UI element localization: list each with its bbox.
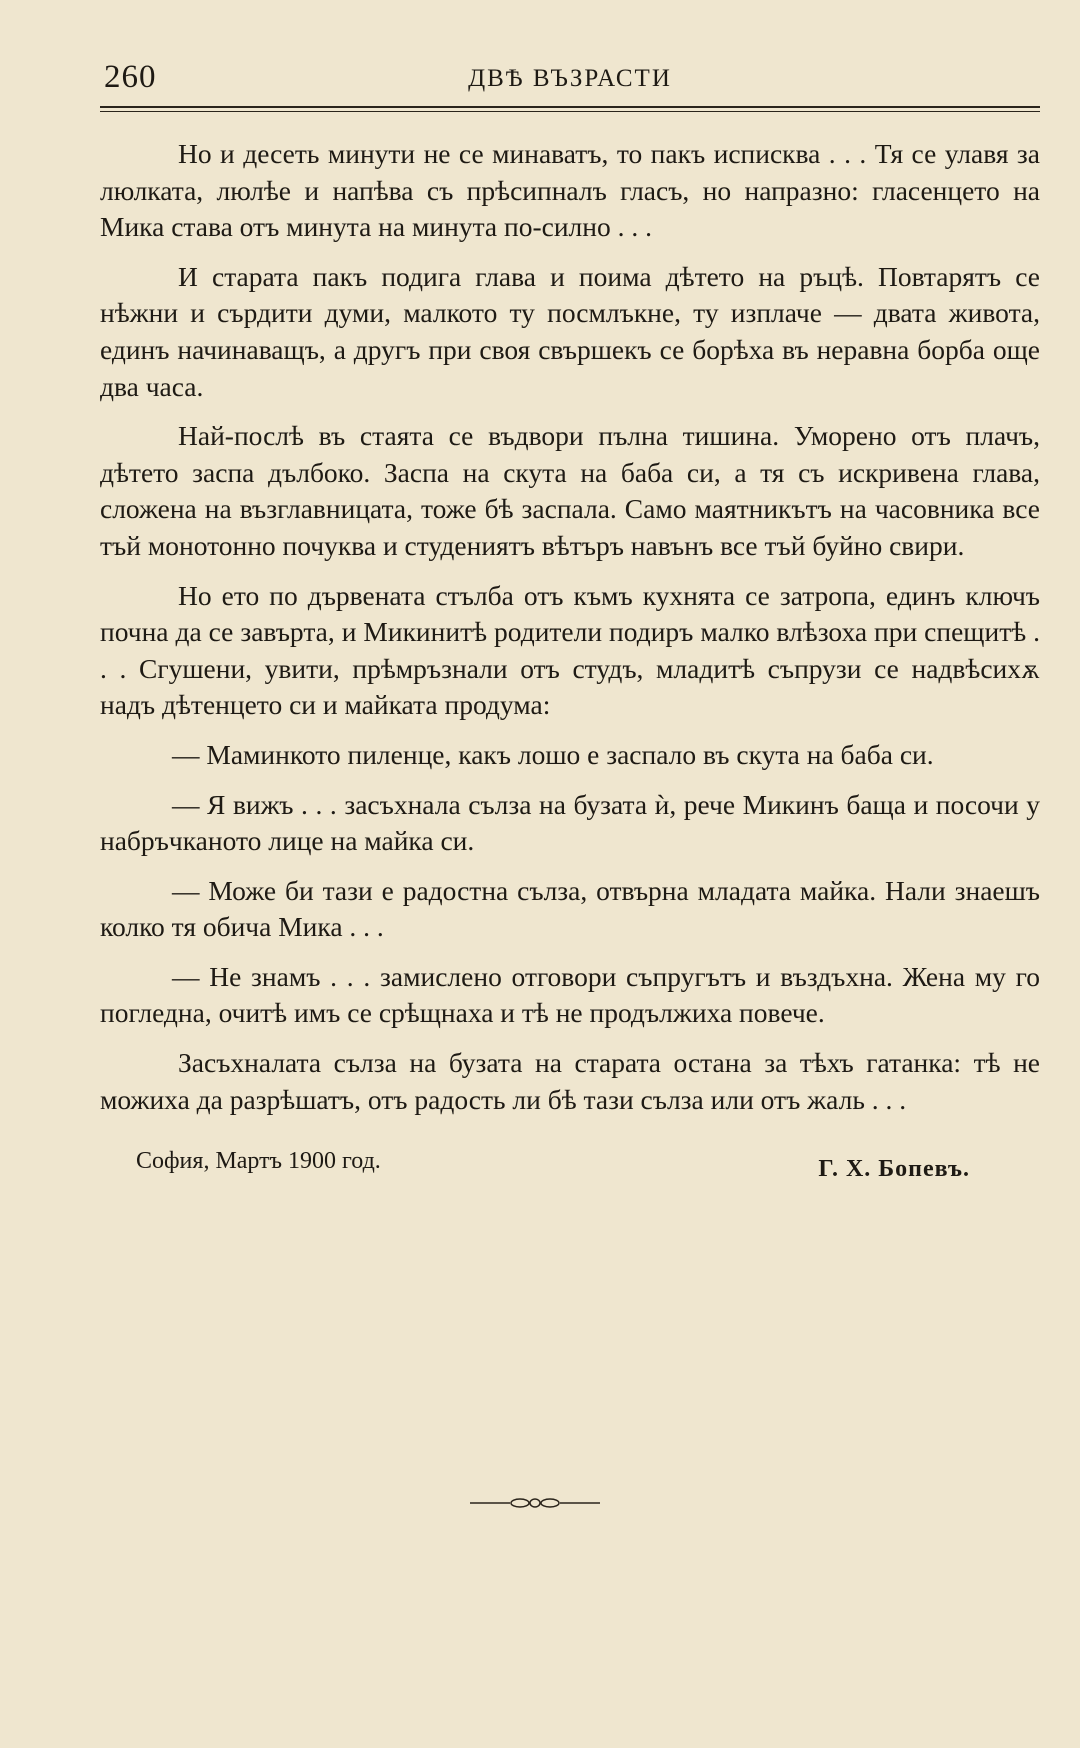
paragraph: Но и десеть минути не се минаватъ, то пакъ исписква . . . Тя се улавя за люлката, люлѣе и напѣва съ прѣсипналъ гласъ, но напразно: гласенцето на Мика става отъ минута на минута по-силно . . . (100, 138, 1040, 243)
story-text (100, 136, 1040, 1118)
paragraph: Най-послѣ въ стаята се въдвори пълна тишина. Уморено отъ плачъ, дѣтето заспа дълбоко. Заспа на скута на баба си, а тя съ искривена глава, сложена на възглавницата, тоже бѣ заспала. Само маятникътъ на часовника все тъй монотонно почуква и студениятъ вѣтъръ навънъ все тъй буйно свири. (100, 420, 1040, 561)
end-ornament-icon (470, 1495, 600, 1511)
paragraph: И старата пакъ подига глава и поима дѣтето на ръцѣ. Повтарятъ се нѣжни и сърдити думи, малкото ту посмлъкне, ту изплаче — двата живота, единъ начинаващъ, а другъ при своя свършекъ се борѣха въ неравна борба още два часа. (100, 260, 1040, 402)
dialog-line: — Я вижъ . . . засъхнала сълза на бузата ѝ, рече Микинъ баща и посочи у набръчканото лице на майка си. (100, 788, 1040, 857)
dialog-line: — Може би тази е радостна сълза, отвърна младата майка. Нали знаешъ колко тя обича Мика . . . (100, 874, 1040, 943)
paragraph: Но ето по дървената стълба отъ къмъ кухнята се затропа, единъ ключъ почна да се завърта, и Микинитѣ родители подиръ малко влѣзоха при спещитѣ . . . Сгушени, увити, прѣмръзнали отъ студъ, младитѣ съпрузи се надвѣсихѫ надъ дѣтенцето си и майката продума: (100, 579, 1040, 721)
paragraph: Засъхналата сълза на бузата на старата остана за тѣхъ гатанка: тѣ не можиха да разрѣшатъ, отъ радость ли бѣ тази сълза или отъ жаль . . . (100, 1047, 1040, 1115)
place-date: София, Мартъ 1900 год. (136, 1148, 381, 1175)
page-header (100, 55, 1040, 101)
running-title: ДВѢ ВЪЗРАСТИ (468, 65, 672, 92)
book-page (100, 55, 1040, 1208)
dialog-line: — Маминкото пиленце, какъ лошо е заспало въ скута на баба си. (172, 738, 934, 770)
author-name: Г. Х. Бопевъ. (818, 1156, 970, 1183)
page-number: 260 (104, 59, 157, 95)
dialog-line: — Не знамъ . . . замислено отговори съпругътъ и въздъхна. Жена му го погледна, очитѣ имъ се срѣщнаха и тѣ не продължиха повече. (100, 960, 1040, 1029)
signature-block (100, 1148, 1040, 1208)
header-rule (100, 106, 1040, 112)
